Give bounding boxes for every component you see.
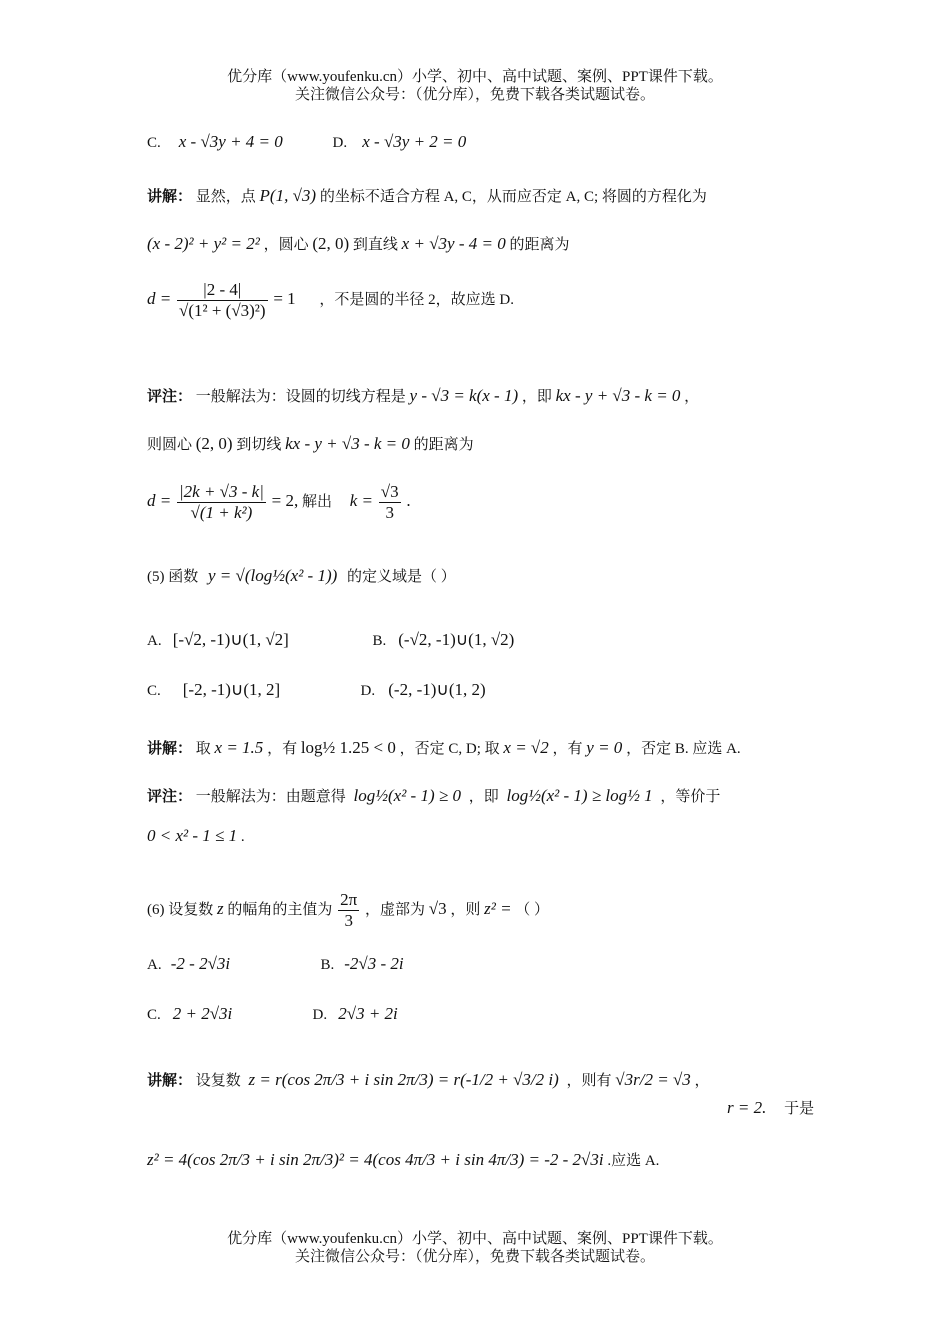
footer-line-2: 关注微信公众号：（优分库），免费下载各类试题试卷。 — [294, 1249, 655, 1265]
q4-pz-d-lhs: d = — [147, 490, 172, 510]
q4-pingzhu-line1 — [147, 386, 699, 407]
header-line-1: 优分库（www.youfenku.cn）小学、初中、高中试题、案例、PPT课件下载。 — [227, 69, 723, 85]
q6-stem-prefix: (6) 设复数 — [147, 901, 214, 918]
footer-line-1: 优分库（www.youfenku.cn）小学、初中、高中试题、案例、PPT课件下载。 — [227, 1231, 723, 1247]
q6-stem-t4: ，则 — [450, 901, 481, 918]
q4-pz-solve: 解出 — [301, 493, 332, 510]
q6-stem-z2: z² = — [484, 898, 512, 918]
q6-opt-a: -2 - 2√3i — [170, 954, 231, 973]
q5-pz-e3: 0 < x² - 1 ≤ 1 — [147, 826, 238, 845]
q4-jj-point: P(1, √3) — [259, 186, 317, 205]
q6-stem-z: z — [217, 898, 224, 918]
q5-opt-b-label: B. — [372, 633, 387, 649]
q6-jj-e1: z = r(cos 2π/3 + i sin 2π/3) = r(-1/2 + √3/2 i) — [248, 1070, 559, 1089]
q5-jiangjie-label: 讲解： — [147, 741, 193, 757]
q6-opt-d-label: D. — [312, 1007, 328, 1023]
q5-jj-x2: x = √2 — [503, 738, 549, 757]
q6-stem — [147, 890, 549, 931]
q5-jj-y0: y = 0 — [586, 738, 623, 757]
q4-jj-text5: 的距离为 — [509, 237, 570, 253]
q5-opt-c-label: C. — [147, 683, 161, 699]
q5-stem — [147, 566, 456, 587]
q4-pz-center: (2, 0) — [195, 434, 233, 453]
q5-pz-t2: ，即 — [468, 789, 499, 805]
q4-dist-den: √(1² + (√3)²) — [178, 301, 266, 320]
q5-jj-t1: 取 — [195, 741, 211, 757]
q6-jiangjie-label: 讲解： — [147, 1073, 193, 1089]
q5-jj-t2: ，有 — [267, 741, 298, 757]
q4-options-cd — [147, 132, 466, 153]
q4-jj-line: x + √3y - 4 = 0 — [401, 234, 506, 253]
q6-options-cd — [147, 1004, 398, 1025]
q6-stem-arg-den: 3 — [344, 911, 353, 930]
q4-pz-text2: ，即 — [521, 389, 552, 405]
q6-stem-im: √3 — [428, 898, 447, 918]
q6-jiangjie-line3 — [147, 1150, 659, 1171]
q6-jj-e4: z² = 4(cos 2π/3 + i sin 2π/3)² = 4(cos 4π/3 + i sin 4π/3) = -2 - 2√3i — [147, 1150, 604, 1169]
q4-jiangjie-line1 — [147, 186, 707, 207]
q4-pz-d-num: |2k + √3 - k| — [178, 482, 264, 501]
q5-options-cd — [147, 680, 486, 701]
q4-pz-k-den: 3 — [385, 503, 394, 522]
q5-options-ab — [147, 630, 514, 651]
q6-opt-c-label: C. — [147, 1007, 161, 1023]
q5-jj-x1: x = 1.5 — [214, 738, 264, 757]
q6-jj-t1: 设复数 — [195, 1073, 241, 1089]
q4-pz-text3: ， — [684, 389, 700, 405]
q4-dist-text: ，不是圆的半径 2，故应选 D. — [319, 291, 515, 308]
q4-opt-c-label: C. — [147, 135, 161, 151]
q5-pz-t3: ，等价于 — [660, 789, 721, 805]
q4-dist-lhs: d = — [147, 288, 172, 308]
q5-pingzhu-label: 评注： — [147, 789, 193, 805]
q6-stem-t5: （ ） — [515, 901, 550, 918]
q5-opt-b: (-√2, -1)∪(1, √2) — [398, 630, 515, 649]
q5-jj-t3: ，否定 C, D; 取 — [399, 741, 500, 757]
q4-jj-text2: 的坐标不适合方程 A, C，从而应否定 A, C; 将圆的方程化为 — [319, 189, 707, 205]
q4-pz-distance — [147, 482, 411, 523]
q4-pz-text1: 一般解法为：设圆的切线方程是 — [195, 389, 406, 405]
q6-jiangjie-line2 — [147, 1098, 814, 1119]
q4-jj-center: (2, 0) — [312, 234, 350, 253]
q6-jiangjie-line1 — [147, 1070, 710, 1091]
q5-jj-log: log½ 1.25 < 0 — [300, 738, 396, 757]
q6-opt-b: -2√3 - 2i — [344, 954, 404, 973]
q4-dist-num: |2 - 4| — [177, 280, 268, 301]
q5-jiangjie — [147, 738, 741, 759]
q4-pz-k-fraction — [379, 482, 401, 523]
q4-pz-d-rhs: = 2, — [271, 490, 299, 510]
q6-stem-arg — [338, 890, 359, 931]
q4-jj-text4: 到直线 — [352, 237, 398, 253]
q4-pz-eq2: kx - y + √3 - k = 0 — [555, 386, 681, 405]
q6-stem-t3: ，虚部为 — [364, 901, 425, 918]
q4-opt-d: x - √3y + 2 = 0 — [362, 132, 467, 151]
q4-dist-rhs: = 1 — [273, 288, 296, 308]
q4-pz-text6: 的距离为 — [413, 437, 474, 453]
q5-pz-e1: log½(x² - 1) ≥ 0 — [353, 786, 461, 805]
q4-opt-c: x - √3y + 4 = 0 — [178, 132, 283, 151]
q5-jj-t4: ，有 — [552, 741, 583, 757]
q6-stem-t2: 的幅角的主值为 — [227, 901, 333, 918]
q5-opt-d: (-2, -1)∪(1, 2) — [388, 680, 486, 699]
q6-jj-t3: ， — [694, 1073, 710, 1089]
q5-opt-a: [-√2, -1)∪(1, √2] — [172, 630, 289, 649]
q6-opt-c: 2 + 2√3i — [172, 1004, 233, 1023]
q4-jj-text1: 显然，点 — [195, 189, 256, 205]
q6-opt-d: 2√3 + 2i — [338, 1004, 398, 1023]
q4-jj-text3: ，圆心 — [263, 237, 309, 253]
q5-pingzhu-line1 — [147, 786, 720, 807]
q4-jj-eq: (x - 2)² + y² = 2² — [147, 234, 260, 253]
q4-pz-k-num: √3 — [380, 482, 399, 501]
q4-pz-text4: 则圆心 — [147, 437, 193, 453]
q4-pz-d-den: √(1 + k²) — [190, 503, 253, 522]
q5-opt-d-label: D. — [360, 683, 376, 699]
q4-pingzhu-label: 评注： — [147, 389, 193, 405]
q5-pz-t4: . — [240, 829, 245, 845]
q4-jiangjie-line2 — [147, 234, 569, 255]
q6-jj-t5: .应选 A. — [607, 1153, 660, 1169]
q4-distance-formula — [147, 280, 514, 321]
q6-jj-t4: 于是 — [784, 1101, 815, 1117]
q6-jj-e3: r = 2. — [727, 1098, 767, 1117]
q6-jj-t2: ，则有 — [566, 1073, 612, 1089]
q5-stem-prefix: (5) 函数 — [147, 569, 199, 585]
q5-pz-e2: log½(x² - 1) ≥ log½ 1 — [506, 786, 653, 805]
q4-pz-k-end: . — [406, 490, 411, 510]
q5-pingzhu-line2 — [147, 826, 245, 847]
q4-pz-eq3: kx - y + √3 - k = 0 — [285, 434, 410, 453]
q4-pz-d-fraction — [177, 482, 266, 523]
q5-opt-a-label: A. — [147, 633, 162, 649]
q6-opt-b-label: B. — [320, 957, 335, 973]
q6-opt-a-label: A. — [147, 957, 162, 973]
q6-options-ab — [147, 954, 404, 975]
q6-stem-arg-num: 2π — [340, 890, 358, 909]
q5-stem-suffix: 的定义域是（ ） — [347, 569, 456, 585]
q4-pingzhu-line2 — [147, 434, 474, 455]
q4-pz-eq1: y - √3 = k(x - 1) — [409, 386, 519, 405]
q4-jiangjie-label: 讲解： — [147, 189, 193, 205]
q4-pz-k-lhs: k = — [349, 490, 374, 510]
q5-jj-t5: ，否定 B. 应选 A. — [626, 741, 741, 757]
q5-stem-func: y = √(log½(x² - 1)) — [208, 566, 338, 585]
q4-pz-text5: 到切线 — [236, 437, 282, 453]
q5-opt-c: [-2, -1)∪(1, 2] — [182, 680, 281, 699]
q4-dist-fraction — [177, 280, 268, 321]
q6-jj-e2: √3r/2 = √3 — [615, 1070, 691, 1089]
q4-opt-d-label: D. — [332, 135, 348, 151]
q5-pz-t1: 一般解法为：由题意得 — [195, 789, 346, 805]
header-line-2: 关注微信公众号：（优分库），免费下载各类试题试卷。 — [294, 87, 655, 103]
